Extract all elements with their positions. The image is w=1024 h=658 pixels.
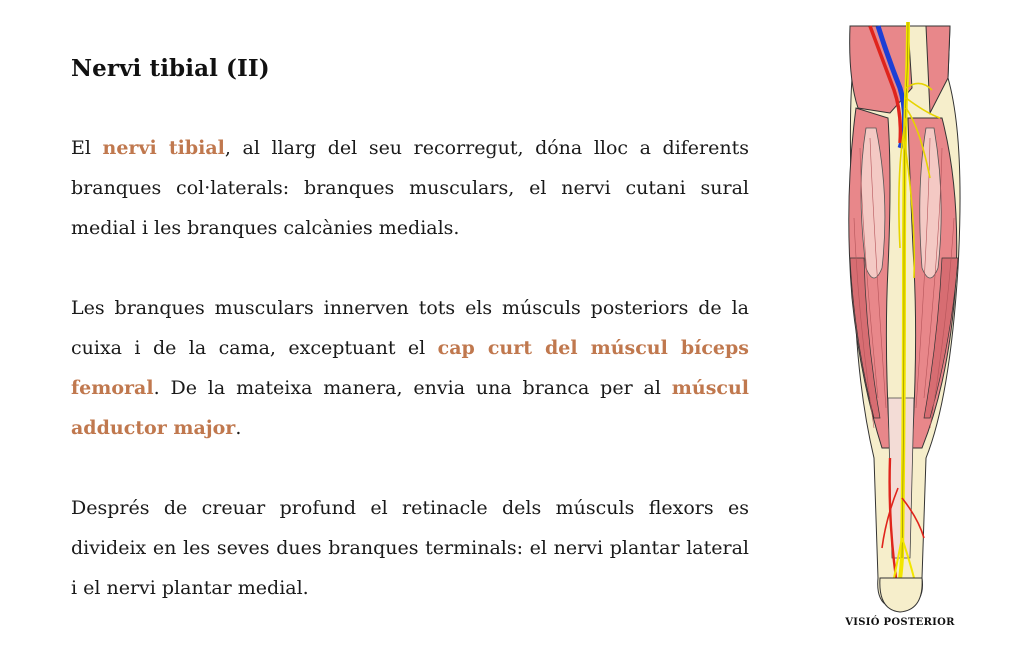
paragraph-1-text-a: El <box>71 137 103 159</box>
paragraph-2 <box>71 288 749 448</box>
paragraph-1 <box>71 128 749 248</box>
paragraph-3 <box>71 488 749 608</box>
paragraph-2-text-a: Les branques musculars innerven tots els músculs posteriors de la cuixa i de la cama, exceptuant el <box>71 297 749 359</box>
paragraph-2-text-c: . <box>235 417 242 439</box>
text-column <box>71 50 749 608</box>
page-title: Nervi tibial (II) <box>71 55 270 82</box>
paragraph-3-text-a: Després de creuar profund el retinacle dels músculs flexors es divideix en les seves dues branques terminals: el nervi plantar lateral i el nervi plantar medial. <box>71 497 749 599</box>
paragraph-2-text-b: . De la mateixa manera, envia una branca per al <box>153 377 672 399</box>
leg-posterior-illustration <box>830 18 970 614</box>
link-nervi-tibial[interactable]: nervi tibial <box>102 137 225 159</box>
heel <box>880 578 922 612</box>
link-muscul-adductor-major[interactable]: múscul adductor major <box>71 377 749 439</box>
figure-caption: VISIÓ POSTERIOR <box>845 617 955 628</box>
paragraph-1-text-b: , al llarg del seu recorregut, dóna lloc a diferents branques col·laterals: branques musculars, el nervi cutani sural medial i les branques calcànies medials. <box>71 137 749 239</box>
link-cap-curt-biceps-femoral[interactable]: cap curt del múscul bíceps femoral <box>71 337 749 399</box>
